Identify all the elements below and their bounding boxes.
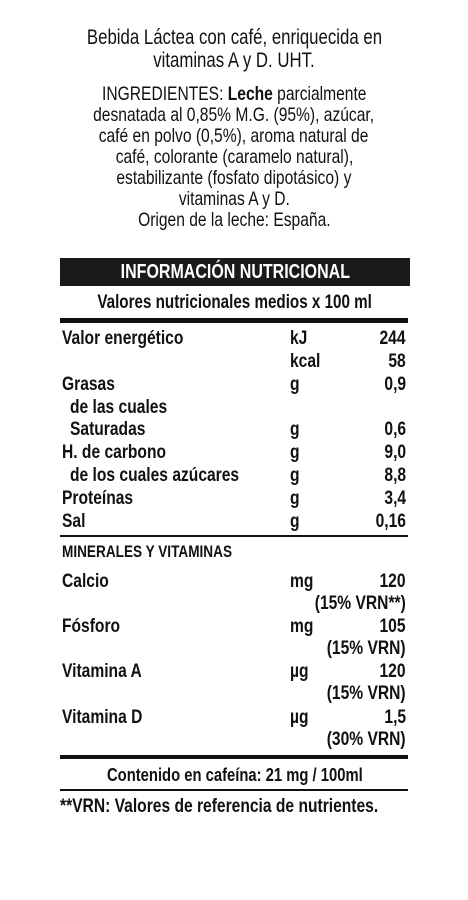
ingredients-line-3: café en polvo (0,5%), aroma natural de [99, 125, 369, 147]
ingredients-line-6: vitaminas A y D. [178, 188, 290, 210]
ingredients-prefix: INGREDIENTES: [101, 83, 228, 105]
footnote-vrn: **VRN: Valores de referencia de nutrientes. [60, 795, 379, 817]
ingredients-line-1: parcialmente [272, 83, 367, 105]
row-vitamin-d-vrn: (30% VRN) [327, 728, 406, 750]
divider-thick-top [60, 318, 408, 323]
row-salt: Sal g 0,16 [62, 510, 406, 532]
nutrition-table-title: INFORMACIÓN NUTRICIONAL [60, 258, 410, 286]
caffeine-content: Contenido en cafeína: 21 mg / 100ml [107, 764, 363, 785]
ingredients-line-5: estabilizante (fosfato dipotásico) y [116, 167, 352, 189]
divider-minerals [60, 535, 408, 537]
row-calcium-vrn: (15% VRN**) [314, 592, 406, 614]
row-fat: Grasas g 0,9 [62, 373, 406, 395]
row-carbohydrates: H. de carbono g 9,0 [62, 441, 406, 463]
milk-origin: Origen de la leche: España. [137, 209, 331, 231]
minerals-header: MINERALES Y VITAMINAS [62, 542, 233, 561]
nutrition-table-subtitle: Valores nutricionales medios x 100 ml [97, 292, 373, 313]
row-sugars: de los cuales azúcares g 8,8 [70, 464, 406, 486]
row-protein: Proteínas g 3,4 [62, 487, 406, 509]
description-line-2: vitaminas A y D. UHT. [153, 49, 315, 72]
divider-footer [60, 789, 408, 791]
row-saturated: Saturadas g 0,6 [70, 418, 406, 440]
row-energy-kj: Valor energético kJ 244 [62, 327, 406, 349]
ingredients-line-2: desnatada al 0,85% M.G. (95%), azúcar, [93, 104, 375, 126]
row-calcium: Calcio mg 120 [62, 570, 406, 592]
row-energy-kcal: kcal 58 [290, 350, 406, 372]
row-vitamin-a-vrn: (15% VRN) [327, 682, 406, 704]
product-description [34, 26, 434, 72]
ingredients-highlight: Leche [227, 83, 273, 105]
row-vitamin-d: Vitamina D µg 1,5 [62, 706, 406, 728]
description-line-1: Bebida Láctea con café, enriquecida en [86, 26, 382, 49]
row-vitamin-a: Vitamina A µg 120 [62, 660, 406, 682]
row-phosphorus-vrn: (15% VRN) [327, 637, 406, 659]
ingredients-line-4: café, colorante (caramelo natural), [115, 146, 353, 168]
ingredients-block [34, 84, 434, 231]
row-fat-sub: de las cuales [70, 396, 168, 418]
divider-thick-bottom [60, 755, 408, 759]
row-phosphorus: Fósforo mg 105 [62, 615, 406, 637]
